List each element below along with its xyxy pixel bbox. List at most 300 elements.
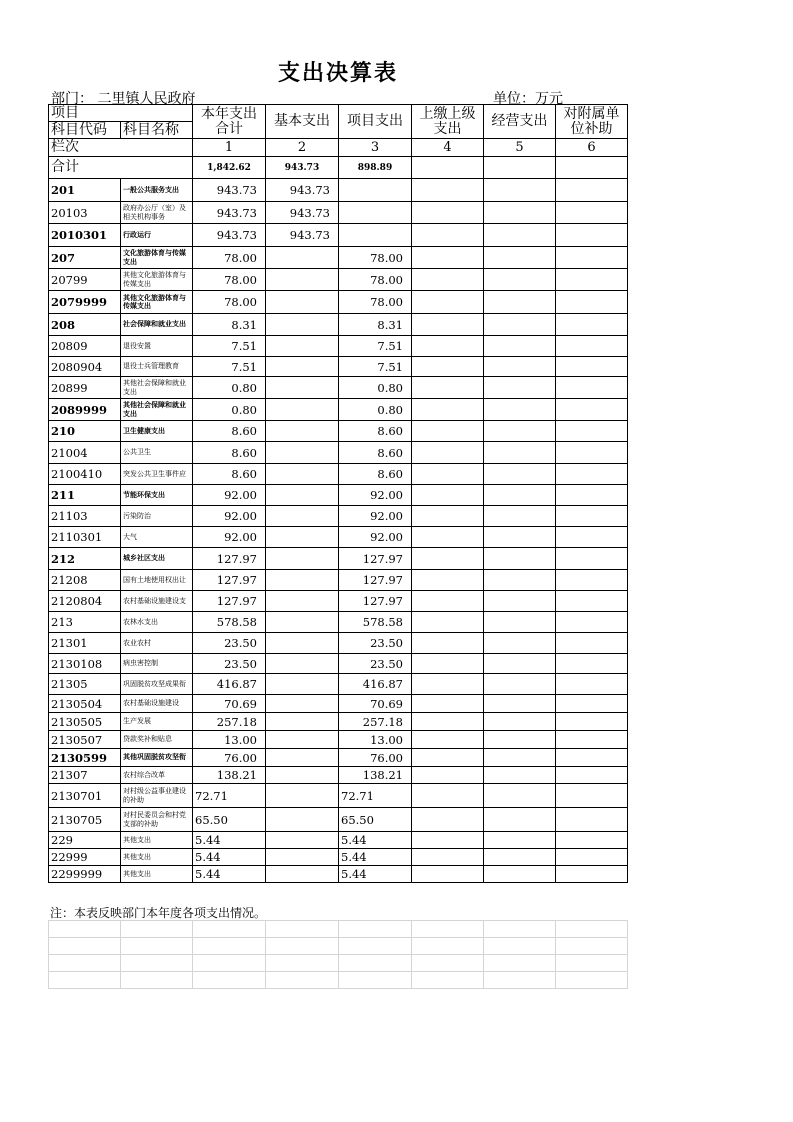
- row-cell: [412, 527, 484, 548]
- row-project: 92.00: [339, 527, 412, 548]
- header-lanci: 栏次: [49, 139, 193, 157]
- row-cell: [484, 357, 556, 377]
- blank-cell: [193, 921, 266, 938]
- row-code: 2130599: [49, 749, 121, 767]
- row-total: 8.31: [193, 314, 266, 336]
- row-cell: [412, 269, 484, 291]
- row-code: 2079999: [49, 291, 121, 314]
- row-total: 257.18: [193, 713, 266, 731]
- row-cell: [556, 633, 628, 654]
- row-project: 127.97: [339, 591, 412, 612]
- col-number: 3: [339, 139, 412, 157]
- department-label: 部门： 二里镇人民政府: [51, 91, 196, 107]
- row-cell: [556, 570, 628, 591]
- row-cell: [556, 377, 628, 399]
- row-cell: [484, 784, 556, 808]
- row-code: 2100410: [49, 464, 121, 485]
- row-cell: [484, 731, 556, 749]
- row-code: 2130505: [49, 713, 121, 731]
- row-basic: [266, 654, 339, 674]
- table-row: [49, 570, 628, 591]
- row-cell: [556, 767, 628, 784]
- row-name: 贷款奖补和贴息: [121, 731, 193, 749]
- row-cell: [556, 713, 628, 731]
- row-cell: [484, 527, 556, 548]
- row-name: 大气: [121, 527, 193, 548]
- blank-cell: [412, 938, 484, 955]
- blank-cell: [556, 972, 628, 989]
- row-basic: [266, 421, 339, 442]
- table-row: [49, 695, 628, 713]
- header-col1: 本年支出 合计: [193, 105, 266, 139]
- row-cell: [412, 314, 484, 336]
- table-row: [49, 377, 628, 399]
- row-cell: [412, 612, 484, 633]
- row-basic: [266, 767, 339, 784]
- row-cell: [556, 612, 628, 633]
- row-code: 2130507: [49, 731, 121, 749]
- blank-cell: [556, 938, 628, 955]
- table-row: [49, 179, 628, 202]
- blank-cell: [412, 972, 484, 989]
- blank-cell: [339, 972, 412, 989]
- row-code: 21208: [49, 570, 121, 591]
- row-cell: [412, 464, 484, 485]
- row-basic: [266, 713, 339, 731]
- row-name: 其他社会保障和就业支出: [121, 377, 193, 399]
- row-cell: [484, 548, 556, 570]
- table-row: [49, 808, 628, 832]
- row-basic: [266, 357, 339, 377]
- row-project: 76.00: [339, 749, 412, 767]
- blank-cell: [484, 972, 556, 989]
- row-cell: [484, 464, 556, 485]
- row-name: 行政运行: [121, 224, 193, 247]
- row-cell: [484, 695, 556, 713]
- row-name: 农村综合改革: [121, 767, 193, 784]
- row-project: 78.00: [339, 291, 412, 314]
- row-project: 257.18: [339, 713, 412, 731]
- row-basic: [266, 336, 339, 357]
- row-cell: [484, 866, 556, 883]
- table-row: [49, 291, 628, 314]
- row-cell: [484, 674, 556, 695]
- blank-cell: [49, 921, 121, 938]
- row-cell: [412, 506, 484, 527]
- row-cell: [412, 784, 484, 808]
- row-cell: [556, 442, 628, 464]
- table-row: [49, 421, 628, 442]
- table-row: [49, 832, 628, 849]
- row-project: 127.97: [339, 548, 412, 570]
- table-row: [49, 399, 628, 421]
- row-total: 127.97: [193, 591, 266, 612]
- row-name: 其他文化旅游体育与传媒支出: [121, 291, 193, 314]
- blank-cell: [412, 955, 484, 972]
- row-cell: [412, 633, 484, 654]
- row-cell: [412, 224, 484, 247]
- table-row: [49, 713, 628, 731]
- row-cell: [556, 527, 628, 548]
- row-name: 对村民委员会和村党支部的补助: [121, 808, 193, 832]
- row-total: 78.00: [193, 291, 266, 314]
- row-cell: [556, 202, 628, 224]
- row-cell: [412, 570, 484, 591]
- row-cell: [556, 421, 628, 442]
- row-code: 213: [49, 612, 121, 633]
- row-project: 5.44: [339, 849, 412, 866]
- row-project: 0.80: [339, 399, 412, 421]
- row-code: 2120804: [49, 591, 121, 612]
- row-code: 207: [49, 247, 121, 269]
- row-code: 21305: [49, 674, 121, 695]
- table-row: [49, 674, 628, 695]
- row-code: 20809: [49, 336, 121, 357]
- row-cell: [556, 784, 628, 808]
- col-number: 4: [412, 139, 484, 157]
- row-cell: [412, 767, 484, 784]
- row-project: 70.69: [339, 695, 412, 713]
- row-total: 5.44: [193, 866, 266, 883]
- row-name: 其他巩固脱贫攻坚衔: [121, 749, 193, 767]
- row-total: 138.21: [193, 767, 266, 784]
- row-basic: [266, 849, 339, 866]
- expenditure-sheet: [48, 48, 628, 992]
- row-basic: [266, 749, 339, 767]
- row-total: 72.71: [193, 784, 266, 808]
- row-name: 公共卫生: [121, 442, 193, 464]
- row-name: 对村级公益事业建设的补助: [121, 784, 193, 808]
- row-project: 7.51: [339, 357, 412, 377]
- row-code: 211: [49, 485, 121, 506]
- row-name: 污染防治: [121, 506, 193, 527]
- header-name: 科目名称: [121, 122, 193, 139]
- row-cell: [556, 674, 628, 695]
- row-cell: [484, 336, 556, 357]
- row-cell: [484, 314, 556, 336]
- row-project: 416.87: [339, 674, 412, 695]
- row-code: 2130108: [49, 654, 121, 674]
- row-total: 92.00: [193, 527, 266, 548]
- blank-cell: [121, 921, 193, 938]
- row-cell: [556, 749, 628, 767]
- row-basic: [266, 832, 339, 849]
- expenditure-table: [48, 104, 628, 883]
- row-basic: [266, 866, 339, 883]
- row-total: 23.50: [193, 633, 266, 654]
- row-project: 7.51: [339, 336, 412, 357]
- row-name: 生产发展: [121, 713, 193, 731]
- row-basic: [266, 506, 339, 527]
- header-col4: 上缴上级 支出: [412, 105, 484, 139]
- row-project: 92.00: [339, 506, 412, 527]
- table-row: [49, 527, 628, 548]
- blank-rows: [48, 920, 628, 989]
- row-cell: [556, 314, 628, 336]
- table-row: [49, 654, 628, 674]
- blank-cell: [266, 921, 339, 938]
- row-code: 20103: [49, 202, 121, 224]
- col-number: 5: [484, 139, 556, 157]
- row-cell: [412, 421, 484, 442]
- row-cell: [412, 247, 484, 269]
- blank-cell: [484, 938, 556, 955]
- row-cell: [484, 633, 556, 654]
- total-sum: 1,842.62: [193, 157, 266, 179]
- row-cell: [484, 179, 556, 202]
- row-project: 8.60: [339, 442, 412, 464]
- row-code: 2130705: [49, 808, 121, 832]
- row-cell: [556, 808, 628, 832]
- row-total: 92.00: [193, 485, 266, 506]
- blank-cell: [121, 972, 193, 989]
- row-basic: [266, 591, 339, 612]
- row-code: 2110301: [49, 527, 121, 548]
- table-row: [49, 548, 628, 570]
- row-cell: [412, 713, 484, 731]
- table-row: [49, 731, 628, 749]
- table-row: [49, 314, 628, 336]
- row-name: 其他支出: [121, 866, 193, 883]
- row-project: 23.50: [339, 633, 412, 654]
- row-total: 23.50: [193, 654, 266, 674]
- table-row: [49, 464, 628, 485]
- row-cell: [556, 336, 628, 357]
- row-code: 20799: [49, 269, 121, 291]
- row-total: 7.51: [193, 357, 266, 377]
- row-code: 212: [49, 548, 121, 570]
- row-cell: [484, 247, 556, 269]
- row-basic: [266, 247, 339, 269]
- table-row: [49, 591, 628, 612]
- row-cell: [412, 808, 484, 832]
- row-name: 社会保障和就业支出: [121, 314, 193, 336]
- row-cell: [556, 485, 628, 506]
- row-code: 2130701: [49, 784, 121, 808]
- row-cell: [484, 570, 556, 591]
- row-total: 127.97: [193, 570, 266, 591]
- table-row: [49, 506, 628, 527]
- row-project: 0.80: [339, 377, 412, 399]
- row-basic: [266, 570, 339, 591]
- row-total: 943.73: [193, 179, 266, 202]
- blank-cell: [266, 972, 339, 989]
- total-basic: 943.73: [266, 157, 339, 179]
- row-basic: [266, 314, 339, 336]
- table-row: [49, 485, 628, 506]
- row-project: 578.58: [339, 612, 412, 633]
- total-row: [49, 157, 628, 179]
- table-row: [49, 336, 628, 357]
- row-name: 退役士兵管理教育: [121, 357, 193, 377]
- row-project: 8.60: [339, 464, 412, 485]
- header-col3: 项目支出: [339, 105, 412, 139]
- blank-cell: [339, 921, 412, 938]
- row-cell: [412, 832, 484, 849]
- row-name: 突发公共卫生事件应: [121, 464, 193, 485]
- row-code: 21004: [49, 442, 121, 464]
- blank-row: [49, 955, 628, 972]
- row-project: 13.00: [339, 731, 412, 749]
- row-basic: [266, 633, 339, 654]
- row-basic: [266, 674, 339, 695]
- row-basic: [266, 527, 339, 548]
- row-cell: [484, 849, 556, 866]
- table-row: [49, 442, 628, 464]
- table-row: [49, 357, 628, 377]
- row-name: 农村基础设施建设支: [121, 591, 193, 612]
- row-cell: [484, 485, 556, 506]
- table-row: [49, 784, 628, 808]
- row-basic: 943.73: [266, 202, 339, 224]
- row-total: 943.73: [193, 202, 266, 224]
- blank-cell: [339, 938, 412, 955]
- blank-cell: [266, 955, 339, 972]
- row-name: 农村基础设施建设: [121, 695, 193, 713]
- row-name: 节能环保支出: [121, 485, 193, 506]
- row-name: 一般公共服务支出: [121, 179, 193, 202]
- row-cell: [484, 291, 556, 314]
- row-project: 78.00: [339, 247, 412, 269]
- unit-label: 单位：万元: [493, 91, 563, 107]
- row-total: 7.51: [193, 336, 266, 357]
- row-cell: [484, 399, 556, 421]
- row-name: 病虫害控制: [121, 654, 193, 674]
- row-cell: [412, 866, 484, 883]
- row-code: 229: [49, 832, 121, 849]
- row-cell: [484, 591, 556, 612]
- row-cell: [556, 291, 628, 314]
- table-row: [49, 612, 628, 633]
- row-cell: [484, 506, 556, 527]
- header-col6: 对附属单 位补助: [556, 105, 628, 139]
- header-code: 科目代码: [49, 122, 121, 139]
- row-cell: [556, 224, 628, 247]
- row-total: 5.44: [193, 849, 266, 866]
- row-cell: [484, 421, 556, 442]
- row-cell: [412, 849, 484, 866]
- row-cell: [556, 399, 628, 421]
- blank-cell: [484, 955, 556, 972]
- col-number: 6: [556, 139, 628, 157]
- row-cell: [556, 548, 628, 570]
- row-cell: [412, 485, 484, 506]
- row-code: 2089999: [49, 399, 121, 421]
- row-total: 65.50: [193, 808, 266, 832]
- row-cell: [556, 179, 628, 202]
- row-basic: 943.73: [266, 224, 339, 247]
- row-cell: [484, 832, 556, 849]
- blank-cell: [49, 955, 121, 972]
- row-cell: [412, 548, 484, 570]
- row-basic: [266, 291, 339, 314]
- row-cell: [412, 399, 484, 421]
- row-cell: [412, 179, 484, 202]
- row-total: 78.00: [193, 247, 266, 269]
- row-cell: [484, 713, 556, 731]
- blank-cell: [266, 938, 339, 955]
- table-row: [49, 202, 628, 224]
- row-name: 其他文化旅游体育与传媒支出: [121, 269, 193, 291]
- row-project: 8.31: [339, 314, 412, 336]
- row-name: 退役安置: [121, 336, 193, 357]
- table-row: [49, 849, 628, 866]
- footnote: 注：本表反映部门本年度各项支出情况。: [50, 906, 267, 920]
- row-basic: [266, 464, 339, 485]
- row-name: 政府办公厅（室）及相关机构事务: [121, 202, 193, 224]
- table-row: [49, 767, 628, 784]
- row-total: 8.60: [193, 421, 266, 442]
- row-total: 92.00: [193, 506, 266, 527]
- row-cell: [484, 442, 556, 464]
- table-row: [49, 269, 628, 291]
- blank-cell: [484, 921, 556, 938]
- row-cell: [484, 654, 556, 674]
- blank-cell: [121, 955, 193, 972]
- row-code: 201: [49, 179, 121, 202]
- row-cell: [556, 866, 628, 883]
- row-name: 其他支出: [121, 832, 193, 849]
- row-total: 8.60: [193, 464, 266, 485]
- row-total: 8.60: [193, 442, 266, 464]
- row-cell: [412, 731, 484, 749]
- row-basic: [266, 784, 339, 808]
- row-basic: [266, 269, 339, 291]
- row-total: 578.58: [193, 612, 266, 633]
- row-cell: [556, 654, 628, 674]
- blank-cell: [556, 921, 628, 938]
- row-code: 2130504: [49, 695, 121, 713]
- row-cell: [556, 247, 628, 269]
- row-project: [339, 179, 412, 202]
- row-name: 国有土地使用权出让: [121, 570, 193, 591]
- row-basic: [266, 731, 339, 749]
- table-row: [49, 866, 628, 883]
- row-project: 127.97: [339, 570, 412, 591]
- row-cell: [412, 749, 484, 767]
- row-name: 农林水支出: [121, 612, 193, 633]
- row-name: 巩固脱贫攻坚成果衔: [121, 674, 193, 695]
- row-total: 943.73: [193, 224, 266, 247]
- row-basic: [266, 548, 339, 570]
- row-cell: [484, 749, 556, 767]
- row-project: [339, 224, 412, 247]
- page-title: 支出决算表: [277, 61, 398, 86]
- row-cell: [556, 464, 628, 485]
- row-code: 2080904: [49, 357, 121, 377]
- row-cell: [556, 269, 628, 291]
- row-cell: [412, 654, 484, 674]
- blank-row: [49, 938, 628, 955]
- row-project: 5.44: [339, 866, 412, 883]
- blank-cell: [556, 955, 628, 972]
- row-project: 92.00: [339, 485, 412, 506]
- row-cell: [556, 357, 628, 377]
- blank-cell: [49, 938, 121, 955]
- row-code: 2299999: [49, 866, 121, 883]
- row-cell: [484, 612, 556, 633]
- row-project: 65.50: [339, 808, 412, 832]
- row-cell: [484, 224, 556, 247]
- row-name: 卫生健康支出: [121, 421, 193, 442]
- table-row: [49, 633, 628, 654]
- row-cell: [556, 731, 628, 749]
- row-name: 城乡社区支出: [121, 548, 193, 570]
- row-name: 农业农村: [121, 633, 193, 654]
- row-code: 21103: [49, 506, 121, 527]
- row-cell: [556, 695, 628, 713]
- col-number: 2: [266, 139, 339, 157]
